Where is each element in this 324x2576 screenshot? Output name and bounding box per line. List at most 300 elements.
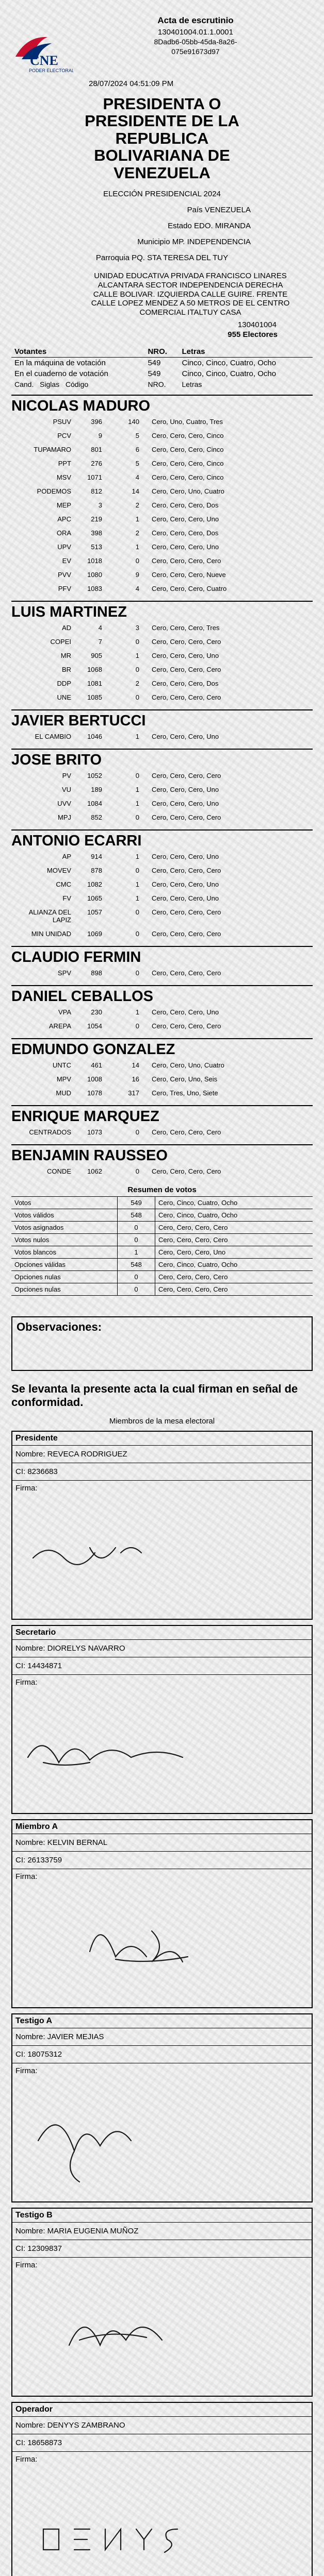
candidate-name: JAVIER BERTUCCI (11, 709, 313, 730)
signature-box (11, 2208, 313, 2397)
table-row (11, 905, 313, 927)
cell-label: Votos (11, 1196, 118, 1209)
cne-logo-graphic (11, 31, 73, 77)
cell-letras: Cero, Cinco, Cuatro, Ocho (155, 1196, 313, 1209)
cell-code: 1052 (87, 771, 102, 779)
firma-label: Firma: (15, 2454, 38, 2464)
cell-code: 1018 (87, 556, 102, 565)
cell-votes: 14 (132, 487, 139, 495)
cell-code: 7 (98, 637, 102, 646)
cell-letters: Cero, Cero, Cero, Uno (152, 852, 219, 860)
table-row (11, 582, 313, 596)
signature-area (12, 1481, 312, 1619)
cell-letters: Cero, Tres, Uno, Siete (152, 1089, 218, 1097)
cell-org: UPV (57, 543, 71, 551)
cell-org: MOVEV (47, 866, 71, 874)
signatory-role: Secretario (12, 1626, 312, 1640)
candidate-name: JOSE BRITO (11, 749, 313, 769)
table-row (11, 540, 313, 554)
cell-letras: Cero, Cero, Cero, Cero (155, 1233, 313, 1246)
candidate-votes-table (11, 1125, 313, 1139)
signatory-nombre: Nombre: JAVIER MEJIAS (12, 2028, 312, 2046)
cell-letters: Cero, Cero, Cero, Cero (152, 693, 221, 701)
signature-box (11, 2402, 313, 2576)
cell-letters: Cero, Cero, Cero, Cero (152, 866, 221, 874)
cell-votes: 2 (135, 529, 139, 537)
table-row (11, 498, 313, 512)
candidate-votes-table (11, 966, 313, 980)
cell-letters: Cero, Cero, Cero, Cero (152, 1022, 221, 1030)
cell-letters: Cero, Cero, Cero, Cinco (152, 445, 224, 453)
cell-code: 1081 (87, 679, 102, 687)
mesa-code: 130401004 (237, 320, 277, 329)
cell-label: Opciones nulas (11, 1270, 118, 1283)
cell-code: 812 (91, 487, 102, 495)
cell-votes: 3 (135, 623, 139, 632)
cell-votes: 1 (135, 651, 139, 659)
col-letras: Letras (179, 346, 313, 358)
cell-letters: Cero, Cero, Cero, Cero (152, 929, 221, 938)
cell-org: CMC (56, 880, 71, 888)
firma-label: Firma: (15, 1483, 38, 1493)
cell-org: VPA (58, 1008, 71, 1016)
table-row (11, 810, 313, 824)
cell-code: 461 (91, 1061, 102, 1069)
cell-letters: Cero, Cero, Cero, Uno (152, 651, 219, 659)
table-row (11, 891, 313, 905)
cell-code: 1054 (87, 1022, 102, 1030)
table-row (11, 554, 313, 568)
signatory-role: Testigo B (12, 2209, 312, 2223)
cell-votes: 16 (132, 1075, 139, 1083)
cell-org: PV (62, 771, 71, 779)
cell-votes: 1 (135, 543, 139, 551)
table-row (11, 769, 313, 783)
cell-votes: 0 (135, 1128, 139, 1136)
sub-header-row: Cand. Siglas Código NRO. Letras (14, 380, 202, 388)
cell-letters: Cero, Cero, Cero, Cero (152, 665, 221, 673)
centro-votacion: UNIDAD EDUCATIVA PRIVADA FRANCISCO LINARES ALCANTARA SECTOR INDEPENDENCIA DERECHA CALLE BOLIVAR. IZQUIERDA CALLE GUIRE. FRENTE CALLE LOPEZ MENDEZ A 50 METROS DE EL CENTRO COMERCIAL ITALTUY CASA (91, 272, 290, 317)
signatory-role: Operador (12, 2403, 312, 2417)
table-row (11, 484, 313, 498)
cell-org: COPEI (50, 637, 71, 646)
handwritten-signature (12, 2258, 312, 2392)
handwritten-signature (12, 2063, 312, 2197)
cell-code: 1008 (87, 1075, 102, 1083)
candidate-votes-table (11, 730, 313, 743)
miembros-title: Miembros de la mesa electoral (109, 1416, 215, 1426)
cell-letters: Cero, Cero, Uno, Cuatro (152, 487, 224, 495)
cell-votes: 0 (135, 1167, 139, 1175)
candidate-name: LUIS MARTINEZ (11, 601, 313, 621)
cell-votes: 0 (135, 969, 139, 977)
cell-letras: Cero, Cero, Cero, Cero (155, 1221, 313, 1233)
cell-votes: 1 (135, 732, 139, 740)
cell-org: MR (60, 651, 71, 659)
cell-org: PCV (57, 431, 71, 439)
acta-timestamp: 28/07/2024 04:51:09 PM (89, 79, 174, 88)
table-row (11, 1209, 313, 1221)
cell-code: 914 (91, 852, 102, 860)
acta-hash-2: 075e91673d97 (171, 47, 220, 56)
signatory-ci: CI: 14434871 (12, 1657, 312, 1675)
table-row (11, 649, 313, 663)
cell-code: 219 (91, 515, 102, 523)
cell-org: PODEMOS (37, 487, 71, 495)
cell-org: UNTC (52, 1061, 71, 1069)
table-row (11, 1258, 313, 1270)
candidate-name: CLAUDIO FERMIN (11, 946, 313, 966)
cell-votes: 0 (135, 637, 139, 646)
cell-votes: 140 (128, 417, 139, 426)
handwritten-signature (12, 1869, 312, 2003)
pais: País VENEZUELA (187, 206, 251, 215)
candidate-votes-table (11, 1005, 313, 1033)
table-row (11, 470, 313, 484)
cell-nro: 0 (118, 1270, 155, 1283)
cell-letras: Cero, Cero, Cero, Uno (155, 1246, 313, 1258)
cell-letras: Cero, Cero, Cero, Cero (155, 1270, 313, 1283)
signature-box (11, 2013, 313, 2202)
signatures-section (11, 1431, 313, 2576)
signatory-role: Miembro A (12, 1820, 312, 1834)
signatory-role: Testigo A (12, 2014, 312, 2028)
cell-code: 1046 (87, 732, 102, 740)
cell-votes: 1 (135, 852, 139, 860)
cell-code: 276 (91, 459, 102, 467)
cell-votes: 0 (135, 771, 139, 779)
resumen-table (11, 1196, 313, 1296)
cell-letters: Cero, Cero, Cero, Uno (152, 894, 219, 902)
acta-code: 130401004.01.1.0001 (158, 28, 233, 37)
candidates-section (11, 395, 313, 1178)
observaciones-box: Observaciones: (11, 1316, 313, 1371)
col-votantes: Votantes (11, 346, 144, 358)
cell-code: 1083 (87, 584, 102, 592)
table-row (11, 1019, 313, 1033)
cell-letters: Cero, Cero, Cero, Cero (152, 637, 221, 646)
cell-votes: 0 (135, 556, 139, 565)
estado: Estado EDO. MIRANDA (168, 222, 251, 231)
table-row (11, 1005, 313, 1019)
table-row (11, 621, 313, 635)
title-line: BOLIVARIANA DE (94, 146, 230, 165)
table-row (11, 443, 313, 456)
cell-nro: 0 (118, 1221, 155, 1233)
cell-org: ALIANZA DEL LAPIZ (28, 908, 71, 924)
cell-nro: 0 (118, 1233, 155, 1246)
signatory-nombre: Nombre: DENYYS ZAMBRANO (12, 2417, 312, 2434)
candidate-votes-table (11, 850, 313, 941)
table-row (11, 783, 313, 796)
cell-code: 1057 (87, 908, 102, 916)
cell-label: Opciones válidas (11, 1258, 118, 1270)
cell-org: PSUV (53, 417, 71, 426)
cell-code: 878 (91, 866, 102, 874)
cell-letters: Cero, Cero, Cero, Uno (152, 1008, 219, 1016)
cell-votes: 0 (135, 665, 139, 673)
signature-area (12, 2452, 312, 2576)
cell-org: MPJ (58, 813, 71, 821)
cell-org: SPV (57, 969, 71, 977)
cell-code: 398 (91, 529, 102, 537)
cell-org: AD (61, 623, 71, 632)
table-row (11, 927, 313, 941)
electores-count: 955 Electores (228, 330, 278, 339)
candidate-votes-table (11, 1058, 313, 1100)
candidate-votes-table (11, 415, 313, 596)
cell-letters: Cero, Cero, Cero, Uno (152, 515, 219, 523)
cell-org: APC (57, 515, 71, 523)
cell-nro: 548 (118, 1209, 155, 1221)
cell-letters: Cero, Cero, Cero, Uno (152, 543, 219, 551)
election-name: ELECCIÓN PRESIDENCIAL 2024 (103, 190, 221, 199)
resumen-title: Resumen de votos (127, 1185, 197, 1194)
cell-org: DDP (57, 679, 71, 687)
cell-votes: 0 (135, 908, 139, 916)
cell-votes: 0 (135, 813, 139, 821)
table-row (11, 1072, 313, 1086)
cell-letters: Cero, Cero, Cero, Cero (152, 969, 221, 977)
municipio: Municipio MP. INDEPENDENCIA (137, 238, 251, 247)
acta-title: Acta de escrutinio (157, 15, 234, 25)
table-row (11, 877, 313, 891)
candidate-name: NICOLAS MADURO (11, 395, 313, 415)
cell-letters: Cero, Cero, Cero, Uno (152, 785, 219, 793)
title-line: PRESIDENTE DE LA (85, 112, 239, 130)
cell-votes: 2 (135, 679, 139, 687)
candidate-votes-table (11, 621, 313, 704)
cell-votes: 5 (135, 431, 139, 439)
cell-label: Votos blancos (11, 1246, 118, 1258)
cell-code: 1068 (87, 665, 102, 673)
cell-code: 230 (91, 1008, 102, 1016)
cell-code: 898 (91, 969, 102, 977)
cell-letters: Cero, Cero, Cero, Cero (152, 556, 221, 565)
cell-letters: Cero, Cero, Cero, Uno (152, 732, 219, 740)
signatory-nombre: Nombre: REVECA RODRIGUEZ (12, 1446, 312, 1463)
firma-label: Firma: (15, 1872, 38, 1881)
table-row (11, 1196, 313, 1209)
table-row: En la máquina de votación 549 Cinco, Cinco, Cuatro, Ocho (14, 358, 277, 367)
col-nro: NRO. (144, 346, 179, 358)
title-line: REPUBLICA (115, 129, 209, 147)
signatory-ci: CI: 18658873 (12, 2434, 312, 2452)
cell-votes: 0 (135, 929, 139, 938)
cell-org: CENTRADOS (29, 1128, 71, 1136)
election-title (11, 95, 313, 181)
title-line: VENEZUELA (114, 163, 210, 182)
candidate-name: BENJAMIN RAUSSEO (11, 1144, 313, 1164)
cell-org: MSV (56, 473, 71, 481)
table-row (11, 796, 313, 810)
cell-org: MIN UNIDAD (31, 929, 71, 938)
table-row (11, 1233, 313, 1246)
signatory-role: Presidente (12, 1432, 312, 1446)
cell-letras: Cero, Cero, Cero, Cero (155, 1283, 313, 1295)
cell-org: PFV (58, 584, 71, 592)
cell-letters: Cero, Cero, Cero, Cero (152, 908, 221, 916)
cell-code: 189 (91, 785, 102, 793)
cell-votes: 9 (135, 570, 139, 579)
cell-votes: 5 (135, 459, 139, 467)
table-row (11, 1164, 313, 1178)
svg-text:PODER ELECTORAL: PODER ELECTORAL (29, 68, 73, 73)
cell-votes: 4 (135, 584, 139, 592)
svg-text:CNE: CNE (30, 53, 58, 68)
cell-letters: Cero, Cero, Cero, Uno (152, 799, 219, 807)
cell-label: Votos nulos (11, 1233, 118, 1246)
table-row (11, 1086, 313, 1100)
cell-letters: Cero, Cero, Cero, Dos (152, 679, 219, 687)
cell-letters: Cero, Cero, Uno, Seis (152, 1075, 218, 1083)
cell-code: 1073 (87, 1128, 102, 1136)
cell-votes: 1 (135, 515, 139, 523)
candidate-name: EDMUNDO GONZALEZ (11, 1038, 313, 1058)
handwritten-signature (12, 1481, 312, 1615)
cell-code: 1062 (87, 1167, 102, 1175)
candidate-name: DANIEL CEBALLOS (11, 985, 313, 1005)
cell-org: EV (62, 556, 71, 565)
table-row (11, 1058, 313, 1072)
cell-nro: 1 (118, 1246, 155, 1258)
signature-area (12, 1869, 312, 2007)
table-row (11, 568, 313, 582)
cell-votes: 1 (135, 880, 139, 888)
cell-votes: 1 (135, 1008, 139, 1016)
signatory-ci: CI: 12309837 (12, 2240, 312, 2258)
cell-letters: Cero, Uno, Cuatro, Tres (152, 417, 223, 426)
cell-votes: 1 (135, 894, 139, 902)
signature-area (12, 2258, 312, 2396)
cell-code: 1085 (87, 693, 102, 701)
cell-letras: Cero, Cinco, Cuatro, Ocho (155, 1258, 313, 1270)
cell-letters: Cero, Cero, Cero, Dos (152, 501, 219, 509)
cell-votes: 2 (135, 501, 139, 509)
cell-letters: Cero, Cero, Cero, Nueve (152, 570, 226, 579)
cell-code: 852 (91, 813, 102, 821)
cell-code: 1082 (87, 880, 102, 888)
cell-org: MEP (56, 501, 71, 509)
cell-org: UVV (57, 799, 71, 807)
cell-letters: Cero, Cero, Cero, Tres (152, 623, 220, 632)
signature-area (12, 2063, 312, 2201)
cell-code: 1065 (87, 894, 102, 902)
signatory-nombre: Nombre: MARIA EUGENIA MUÑOZ (12, 2223, 312, 2240)
cell-org: UNE (57, 693, 71, 701)
acta-header (11, 10, 313, 77)
handwritten-signature (12, 1675, 312, 1809)
table-row (11, 1221, 313, 1233)
cell-votes: 0 (135, 866, 139, 874)
table-row (11, 526, 313, 540)
signature-box (11, 1819, 313, 2008)
candidate-votes-table (11, 769, 313, 824)
cell-letters: Cero, Cero, Cero, Cero (152, 1167, 221, 1175)
cell-letters: Cero, Cero, Cero, Cinco (152, 431, 224, 439)
candidate-votes-table (11, 1164, 313, 1178)
cell-code: 1078 (87, 1089, 102, 1097)
cell-org: ORA (56, 529, 71, 537)
cell-org: MPV (56, 1075, 71, 1083)
cell-code: 513 (91, 543, 102, 551)
table-row (11, 456, 313, 470)
table-row (11, 1283, 313, 1295)
cell-org: AP (62, 852, 71, 860)
cell-code: 1080 (87, 570, 102, 579)
cell-org: CONDE (47, 1167, 71, 1175)
cell-org: PPT (58, 459, 71, 467)
cell-votes: 14 (132, 1061, 139, 1069)
cell-votes: 317 (128, 1089, 139, 1097)
cell-code: 801 (91, 445, 102, 453)
cell-org: MUD (56, 1089, 71, 1097)
title-line: PRESIDENTA O (103, 95, 221, 113)
signatory-ci: CI: 26133759 (12, 1852, 312, 1869)
firma-label: Firma: (15, 2066, 38, 2075)
cell-letters: Cero, Cero, Cero, Cero (152, 771, 221, 779)
signature-box (11, 1625, 313, 1814)
table-row (11, 676, 313, 690)
cell-letters: Cero, Cero, Cero, Cero (152, 813, 221, 821)
table-row (11, 663, 313, 676)
signatory-nombre: Nombre: DIORELYS NAVARRO (12, 1640, 312, 1657)
table-row (11, 863, 313, 877)
cell-code: 9 (98, 431, 102, 439)
cell-org: VU (61, 785, 71, 793)
cell-nro: 548 (118, 1258, 155, 1270)
cell-letters: Cero, Cero, Cero, Cero (152, 1128, 221, 1136)
cell-org: TUPAMARO (34, 445, 71, 453)
cell-letras: Cero, Cinco, Cuatro, Ocho (155, 1209, 313, 1221)
table-row (11, 1246, 313, 1258)
signatory-ci: CI: 8236683 (12, 1463, 312, 1481)
cell-nro: 0 (118, 1283, 155, 1295)
votantes-table (11, 346, 313, 389)
cell-letters: Cero, Cero, Uno, Cuatro (152, 1061, 224, 1069)
cell-org: AREPA (48, 1022, 71, 1030)
cell-letters: Cero, Cero, Cero, Dos (152, 529, 219, 537)
cne-logo (11, 31, 73, 77)
cell-org: BR (61, 665, 71, 673)
cell-label: Votos válidos (11, 1209, 118, 1221)
cell-votes: 1 (135, 799, 139, 807)
cell-code: 905 (91, 651, 102, 659)
cell-label: Opciones nulas (11, 1283, 118, 1295)
cell-votes: 0 (135, 1022, 139, 1030)
handwritten-signature (12, 2452, 312, 2576)
acta-hash-1: 8Dadb6-05bb-45da-8a26- (154, 38, 237, 46)
cell-votes: 0 (135, 693, 139, 701)
table-row (11, 429, 313, 443)
firma-label: Firma: (15, 1677, 38, 1687)
firma-label: Firma: (15, 2260, 38, 2269)
table-row (11, 966, 313, 980)
signature-box (11, 1431, 313, 1620)
cell-org: EL CAMBIO (35, 732, 71, 740)
cell-votes: 4 (135, 473, 139, 481)
signatory-nombre: Nombre: KELVIN BERNAL (12, 1834, 312, 1852)
cell-org: PVV (57, 570, 71, 579)
table-row: En el cuaderno de votación 549 Cinco, Cinco, Cuatro, Ocho (14, 369, 277, 378)
cell-letters: Cero, Cero, Cero, Cinco (152, 473, 224, 481)
table-row (11, 415, 313, 429)
cell-nro: 549 (118, 1196, 155, 1209)
cell-votes: 1 (135, 785, 139, 793)
table-row (11, 1125, 313, 1139)
signatory-ci: CI: 18075312 (12, 2046, 312, 2063)
cell-votes: 6 (135, 445, 139, 453)
